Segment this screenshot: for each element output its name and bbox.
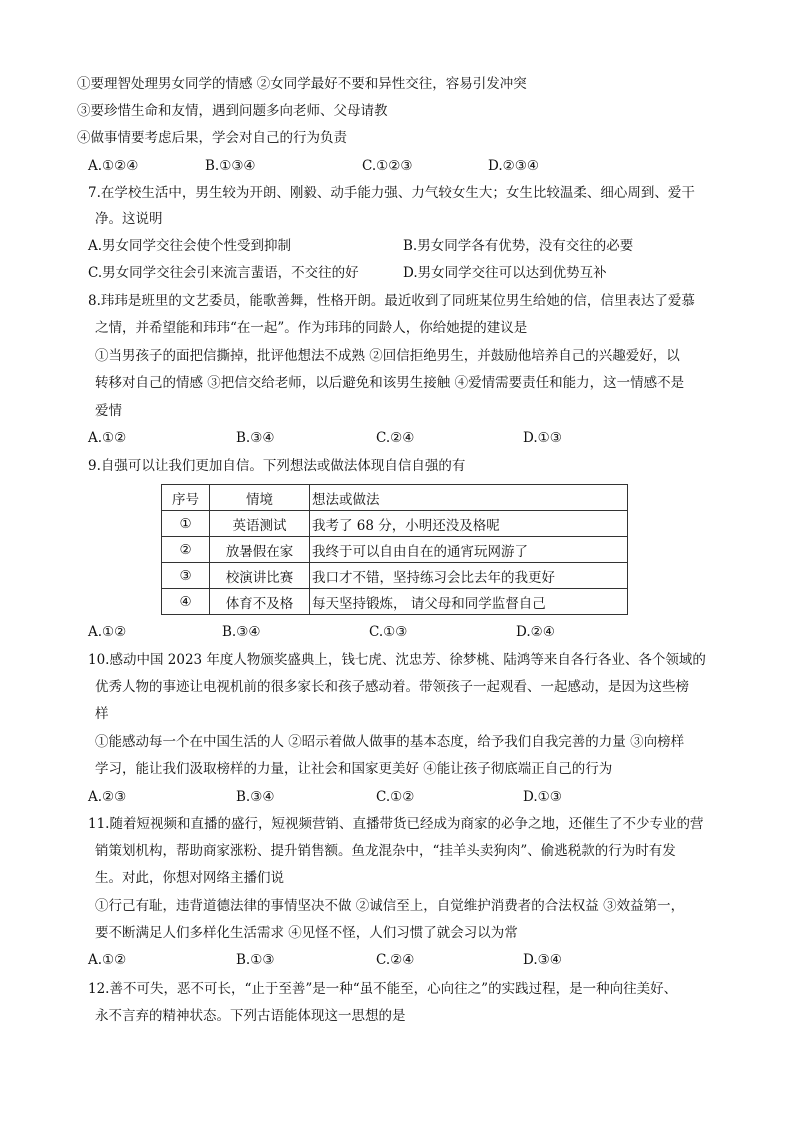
row-index: ③ <box>162 563 210 589</box>
q9-options <box>0 622 793 642</box>
q8-options <box>0 428 793 448</box>
q11-option-d: D.③④ <box>523 952 562 968</box>
q7-option-c: C.男女同学交往会引来流言蜚语，不交往的好 <box>88 265 359 281</box>
q7-option-a: A.男女同学交往会使个性受到抑制 <box>88 238 292 254</box>
q9-option-b: B.③④ <box>222 624 261 640</box>
table-row <box>162 511 628 537</box>
row-situation: 放暑假在家 <box>210 537 310 563</box>
q6-option-b: B.①③④ <box>205 158 256 174</box>
table-row <box>162 563 628 589</box>
q6-option-c: C.①②③ <box>362 158 413 174</box>
q10-option-c: C.①② <box>376 789 415 805</box>
header-situation: 情境 <box>210 485 310 511</box>
row-index: ④ <box>162 589 210 615</box>
q7-stem-1: 7.在学校生活中，男生较为开朗、刚毅、动手能力强、力气较女生大；女生比较温柔、细心周到、爱干 <box>88 185 695 201</box>
q10-stem-2: 优秀人物的事迹让电视机前的很多家长和孩子感动着。带领孩子一起观看、一起感动，是因为这些榜 <box>95 679 689 695</box>
q9-option-d: D.②④ <box>516 624 555 640</box>
table-header-row <box>162 485 628 511</box>
q10-options <box>0 787 793 807</box>
row-index: ② <box>162 537 210 563</box>
row-situation: 体育不及格 <box>210 589 310 615</box>
row-index: ① <box>162 511 210 537</box>
row-situation: 英语测试 <box>210 511 310 537</box>
q7-option-b: B.男女同学各有优势，没有交往的必要 <box>403 238 634 254</box>
q6-option-d: D.②③④ <box>488 158 539 174</box>
table-row <box>162 589 628 615</box>
q11-stem-2: 销策划机构，帮助商家涨粉、提升销售额。鱼龙混杂中，“挂羊头卖狗肉”、偷逃税款的行为时有发 <box>95 843 676 859</box>
header-index: 序号 <box>162 485 210 511</box>
q9-situation-table <box>161 484 628 615</box>
q8-stem-1: 8.玮玮是班里的文艺委员，能歌善舞，性格开朗。最近收到了同班某位男生给她的信，信里表达了爱慕 <box>88 293 695 309</box>
q8-option-b: B.③④ <box>236 430 275 446</box>
q12-stem-1: 12.善不可失，恶不可长，“止于至善”是一种“虽不能至，心向往之”的实践过程，是一种向往美好、 <box>88 981 678 997</box>
q10-stem-1: 10.感动中国 2023 年度人物颁奖盛典上，钱七虎、沈忠芳、徐梦桃、陆鸿等来自各行各业、各个领域的 <box>88 652 706 668</box>
q11-stem-1: 11.随着短视频和直播的盛行，短视频营销、直播带货已经成为商家的必争之地，还催生了不少专业的营 <box>88 816 704 832</box>
q8-statement-3: 爱情 <box>95 403 122 419</box>
q8-statement-2: 转移对自己的情感 ③把信交给老师，以后避免和该男生接触 ④爱情需要责任和能力，这一情感不是 <box>95 375 685 391</box>
q11-statement-1: ①行己有耻，违背道德法律的事情坚决不做 ②诚信至上，自觉维护消费者的合法权益 ③效益第一， <box>95 898 685 914</box>
q11-options <box>0 950 793 970</box>
q8-option-c: C.②④ <box>376 430 415 446</box>
q6-options <box>0 156 793 176</box>
q7-option-d: D.男女同学交往可以达到优势互补 <box>403 265 607 281</box>
q11-option-b: B.①③ <box>236 952 275 968</box>
table-row <box>162 537 628 563</box>
q8-statement-1: ①当男孩子的面把信撕掉，批评他想法不成熟 ②回信拒绝男生，并鼓励他培养自己的兴趣爱好，以 <box>95 348 680 364</box>
q10-statement-1: ①能感动每一个在中国生活的人 ②昭示着做人做事的基本态度，给予我们自我完善的力量 ③向榜样 <box>95 734 685 750</box>
q10-statement-2: 学习，能让我们汲取榜样的力量，让社会和国家更美好 ④能让孩子彻底端正自己的行为 <box>95 761 613 777</box>
q10-stem-3: 样 <box>95 706 109 722</box>
q10-option-d: D.①③ <box>523 789 562 805</box>
q8-option-a: A.①② <box>88 430 127 446</box>
q8-stem-2: 之情，并希望能和玮玮“在一起”。作为玮玮的同龄人，你给她提的建议是 <box>95 320 528 336</box>
row-idea: 我终于可以自由自在的通宵玩网游了 <box>310 537 628 563</box>
q6-statement-1: ①要理智处理男女同学的情感 ②女同学最好不要和异性交往，容易引发冲突 <box>77 76 527 92</box>
header-idea: 想法或做法 <box>310 485 628 511</box>
q11-statement-2: 要不断满足人们多样化生活需求 ④见怪不怪，人们习惯了就会习以为常 <box>95 925 518 941</box>
q9-option-a: A.①② <box>88 624 127 640</box>
q11-option-c: C.②④ <box>376 952 415 968</box>
q7-stem-2: 净。这说明 <box>95 211 163 227</box>
q10-option-b: B.③④ <box>236 789 275 805</box>
row-idea: 每天坚持锻炼， 请父母和同学监督自己 <box>310 589 628 615</box>
row-idea: 我口才不错，坚持练习会比去年的我更好 <box>310 563 628 589</box>
q11-stem-3: 生。对此，你想对网络主播们说 <box>95 870 284 886</box>
q6-option-a: A.①②④ <box>88 158 139 174</box>
q10-option-a: A.②③ <box>88 789 127 805</box>
q6-statement-3: ④做事情要考虑后果，学会对自己的行为负责 <box>77 130 347 146</box>
row-idea: 我考了 68 分，小明还没及格呢 <box>310 511 628 537</box>
row-situation: 校演讲比赛 <box>210 563 310 589</box>
q9-option-c: C.①③ <box>369 624 408 640</box>
q6-statement-2: ③要珍惜生命和友情，遇到问题多向老师、父母请教 <box>77 103 388 119</box>
q8-option-d: D.①③ <box>523 430 562 446</box>
q11-option-a: A.①② <box>88 952 127 968</box>
q9-stem: 9.自强可以让我们更加自信。下列想法或做法体现自信自强的有 <box>88 458 466 474</box>
q12-stem-2: 永不言弃的精神状态。下列古语能体现这一思想的是 <box>95 1008 406 1024</box>
